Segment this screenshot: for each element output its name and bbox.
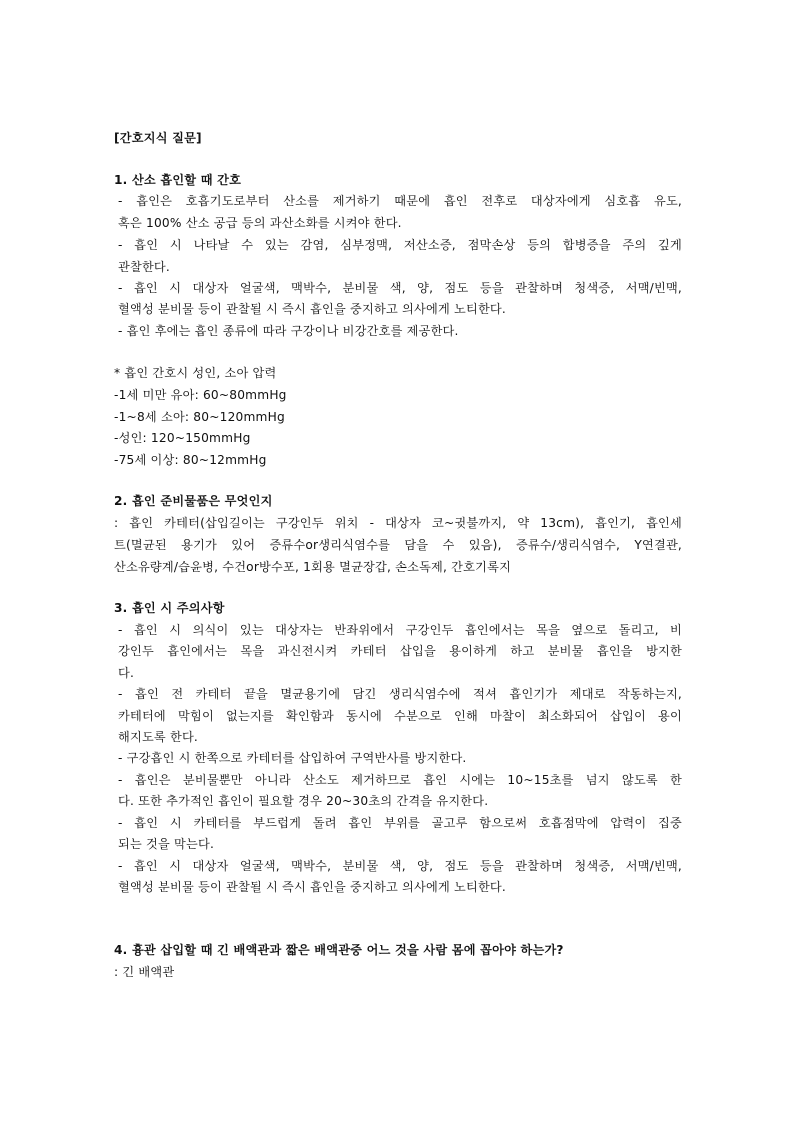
- section-3-line: - 흡인 전 카테터 끝을 멸균용기에 담긴 생리식염수에 적셔 흡인기가 제대로 작동하는지,: [118, 687, 682, 701]
- section-3-line: 다. 또한 추가적인 흡인이 필요할 경우 20~30초의 간격을 유지한다.: [118, 794, 489, 808]
- section-4-line: : 긴 배액관: [114, 965, 175, 979]
- section-1-line: - 흡인 시 대상자 얼굴색, 맥박수, 분비물 색, 양, 점도 등을 관찰하며 청색증, 서맥/빈맥,: [118, 281, 682, 295]
- section-1-line: - 흡인 시 나타날 수 있는 감염, 심부정맥, 저산소증, 점막손상 등의 합병증을 주의 깊게: [118, 238, 682, 252]
- section-3-line: - 흡인은 분비물뿐만 아니라 산소도 제거하므로 흡인 시에는 10~15초를 넘지 않도록 한: [118, 773, 682, 787]
- section-3-line: - 구강흡인 시 한쪽으로 카테터를 삽입하여 구역반사를 방지한다.: [118, 751, 467, 765]
- section-2-line: : 흡인 카테터(삽입길이는 구강인두 위치 - 대상자 코~귓불까지, 약 13cm), 흡인기, 흡인세: [114, 516, 682, 530]
- section-3-line: 카테터에 막힘이 없는지를 확인함과 동시에 수분으로 인해 마찰이 최소화되어 삽입이 용이: [118, 709, 682, 723]
- section-1-line: 혹은 100% 산소 공급 등의 과산소화를 시켜야 한다.: [118, 216, 402, 230]
- pressure-line: -1~8세 소아: 80~120mmHg: [114, 410, 285, 424]
- section-3-line: - 흡인 시 카테터를 부드럽게 돌려 흡인 부위를 골고루 함으로써 호흡점막에 압력이 집중: [118, 816, 682, 830]
- section-3-line: 되는 것을 막는다.: [118, 837, 215, 851]
- pressure-line: -성인: 120~150mmHg: [114, 431, 251, 445]
- section-3-line: 혈액성 분비물 등이 관찰될 시 즉시 흡인을 중지하고 의사에게 노티한다.: [118, 880, 506, 894]
- section-3-line: - 흡인 시 의식이 있는 대상자는 반좌위에서 구강인두 흡인에서는 목을 옆으로 돌리고, 비: [118, 623, 682, 637]
- pressure-heading: * 흡인 간호시 성인, 소아 압력: [114, 366, 277, 380]
- document-title: [간호지식 질문]: [114, 131, 202, 145]
- section-3-line: - 흡인 시 대상자 얼굴색, 맥박수, 분비물 색, 양, 점도 등을 관찰하며 청색증, 서맥/빈맥,: [118, 859, 682, 873]
- section-3-heading: 3. 흡인 시 주의사항: [114, 601, 225, 615]
- section-1-line: 혈액성 분비물 등이 관찰될 시 즉시 흡인을 중지하고 의사에게 노티한다.: [118, 302, 506, 316]
- section-1-line: 관찰한다.: [118, 260, 170, 274]
- section-1-line: - 흡인 후에는 흡인 종류에 따라 구강이나 비강간호를 제공한다.: [118, 324, 459, 338]
- section-1-heading: 1. 산소 흡인할 때 간호: [114, 173, 242, 187]
- section-1-line: - 흡인은 호흡기도로부터 산소를 제거하기 때문에 흡인 전후로 대상자에게 심호흡 유도,: [118, 194, 682, 208]
- pressure-line: -75세 이상: 80~12mmHg: [114, 453, 267, 467]
- section-2-line: 트(멸균된 용기가 있어 증류수or생리식염수를 담을 수 있음), 증류수/생리식염수, Y연결관,: [114, 538, 682, 552]
- section-3-line: 강인두 흡인에서는 목을 과신전시켜 카테터 삽입을 용이하게 하고 분비물 흡인을 방지한: [118, 644, 682, 658]
- section-3-line: 해지도록 한다.: [118, 730, 198, 744]
- pressure-line: -1세 미만 유아: 60~80mmHg: [114, 388, 287, 402]
- section-3-line: 다.: [118, 666, 135, 680]
- section-4-heading: 4. 흉관 삽입할 때 긴 배액관과 짧은 배액관중 어느 것을 사람 몸에 꼽아야 하는가?: [114, 943, 564, 957]
- section-2-line: 산소유량계/습윤병, 수건or방수포, 1회용 멸균장갑, 손소독제, 간호기록지: [114, 560, 512, 574]
- section-2-heading: 2. 흡인 준비물품은 무엇인지: [114, 494, 273, 508]
